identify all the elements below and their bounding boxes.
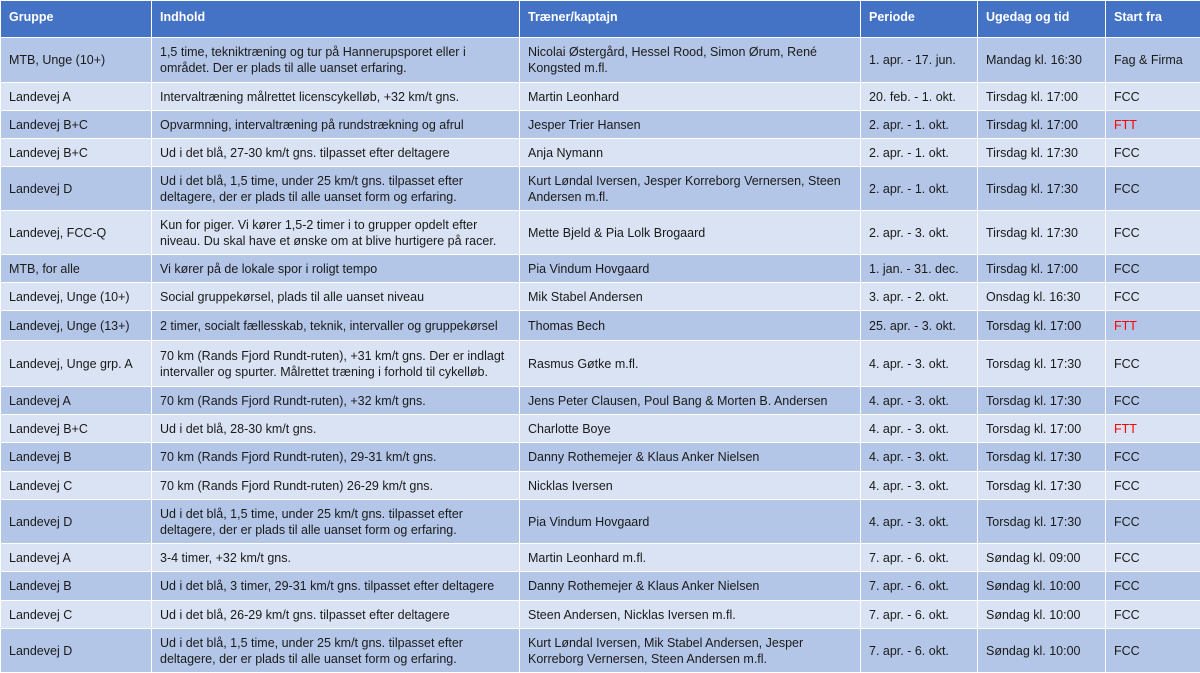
cell-start: FCC [1106,601,1200,629]
cell-tid: Søndag kl. 10:00 [978,629,1106,673]
cell-indhold: Intervaltræning målrettet licenscykelløb, +32 km/t gns. [152,83,520,111]
column-header-indhold: Indhold [152,1,520,38]
header-row [1,1,1200,38]
cell-tid: Torsdag kl. 17:00 [978,311,1106,341]
cell-indhold: 70 km (Rands Fjord Rundt-ruten) 26-29 km/t gns. [152,472,520,500]
cell-indhold: Ud i det blå, 1,5 time, under 25 km/t gns. tilpasset efter deltagere, der er plads til alle uanset form og erfaring. [152,500,520,544]
cell-tid: Tirsdag kl. 17:00 [978,83,1106,111]
cell-traener: Thomas Bech [520,311,861,341]
cell-indhold: Ud i det blå, 27-30 km/t gns. tilpasset efter deltagere [152,139,520,167]
cell-traener: Rasmus Gøtke m.fl. [520,341,861,387]
table-row [1,38,1200,83]
cell-tid: Tirsdag kl. 17:30 [978,211,1106,255]
cell-tid: Torsdag kl. 17:00 [978,415,1106,443]
cell-tid: Søndag kl. 10:00 [978,601,1106,629]
cell-traener: Danny Rothemejer & Klaus Anker Nielsen [520,443,861,472]
cell-tid: Torsdag kl. 17:30 [978,341,1106,387]
table-row [1,311,1200,341]
cell-traener: Jesper Trier Hansen [520,111,861,139]
column-header-traener: Træner/kaptajn [520,1,861,38]
cell-start: FCC [1106,283,1200,311]
table-row [1,572,1200,601]
cell-gruppe: Landevej, Unge (10+) [1,283,152,311]
cell-tid: Torsdag kl. 17:30 [978,500,1106,544]
cell-indhold: Ud i det blå, 3 timer, 29-31 km/t gns. tilpasset efter deltagere [152,572,520,601]
cell-traener: Pia Vindum Hovgaard [520,500,861,544]
cell-traener: Mik Stabel Andersen [520,283,861,311]
column-header-periode: Periode [861,1,978,38]
cell-periode: 4. apr. - 3. okt. [861,341,978,387]
cell-traener: Martin Leonhard [520,83,861,111]
table-body [1,38,1200,673]
cell-traener: Jens Peter Clausen, Poul Bang & Morten B. Andersen [520,387,861,415]
cell-indhold: 70 km (Rands Fjord Rundt-ruten), 29-31 km/t gns. [152,443,520,472]
cell-periode: 7. apr. - 6. okt. [861,629,978,673]
cell-gruppe: Landevej A [1,83,152,111]
table-row [1,255,1200,283]
cell-start: FCC [1106,255,1200,283]
cell-gruppe: Landevej D [1,167,152,211]
cell-periode: 3. apr. - 2. okt. [861,283,978,311]
table-row [1,111,1200,139]
cell-periode: 4. apr. - 3. okt. [861,500,978,544]
cell-traener: Kurt Løndal Iversen, Jesper Korreborg Vernersen, Steen Andersen m.fl. [520,167,861,211]
cell-indhold: Ud i det blå, 28-30 km/t gns. [152,415,520,443]
cell-indhold: 2 timer, socialt fællesskab, teknik, intervaller og gruppekørsel [152,311,520,341]
cell-indhold: Ud i det blå, 1,5 time, under 25 km/t gns. tilpasset efter deltagere, der er plads til alle uanset form og erfaring. [152,167,520,211]
cell-start: FCC [1106,472,1200,500]
cell-periode: 1. apr. - 17. jun. [861,38,978,83]
table-row [1,341,1200,387]
cell-traener: Mette Bjeld & Pia Lolk Brogaard [520,211,861,255]
cell-gruppe: Landevej B [1,443,152,472]
cell-indhold: Ud i det blå, 26-29 km/t gns. tilpasset efter deltagere [152,601,520,629]
cell-start: FCC [1106,544,1200,572]
cell-periode: 4. apr. - 3. okt. [861,387,978,415]
cell-traener: Anja Nymann [520,139,861,167]
cell-periode: 20. feb. - 1. okt. [861,83,978,111]
cell-indhold: Ud i det blå, 1,5 time, under 25 km/t gns. tilpasset efter deltagere, der er plads til alle uanset form og erfaring. [152,629,520,673]
column-header-tid: Ugedag og tid [978,1,1106,38]
cell-gruppe: MTB, for alle [1,255,152,283]
cell-indhold: Social gruppekørsel, plads til alle uanset niveau [152,283,520,311]
cell-tid: Torsdag kl. 17:30 [978,472,1106,500]
cell-gruppe: Landevej B [1,572,152,601]
cell-start: Fag & Firma [1106,38,1200,83]
cell-indhold: 70 km (Rands Fjord Rundt-ruten), +32 km/t gns. [152,387,520,415]
cell-traener: Martin Leonhard m.fl. [520,544,861,572]
cell-periode: 25. apr. - 3. okt. [861,311,978,341]
table-row [1,415,1200,443]
cell-start: FTT [1106,311,1200,341]
table-row [1,387,1200,415]
cell-start: FCC [1106,500,1200,544]
cell-periode: 2. apr. - 3. okt. [861,211,978,255]
cell-gruppe: Landevej B+C [1,139,152,167]
table-row [1,500,1200,544]
cell-periode: 1. jan. - 31. dec. [861,255,978,283]
cell-start: FCC [1106,629,1200,673]
cell-traener: Charlotte Boye [520,415,861,443]
cell-tid: Torsdag kl. 17:30 [978,443,1106,472]
cell-start: FTT [1106,111,1200,139]
cell-periode: 2. apr. - 1. okt. [861,111,978,139]
table-row [1,83,1200,111]
cell-indhold: Vi kører på de lokale spor i roligt tempo [152,255,520,283]
cell-indhold: 1,5 time, tekniktræning og tur på Hannerupsporet eller i området. Der er plads til alle uanset erfaring. [152,38,520,83]
cell-tid: Mandag kl. 16:30 [978,38,1106,83]
cell-indhold: 70 km (Rands Fjord Rundt-ruten), +31 km/t gns. Der er indlagt intervaller og spurter. Målrettet træning i forhold til cykelløb. [152,341,520,387]
cell-traener: Steen Andersen, Nicklas Iversen m.fl. [520,601,861,629]
table-row [1,629,1200,673]
cell-tid: Tirsdag kl. 17:00 [978,255,1106,283]
cell-gruppe: Landevej D [1,629,152,673]
cell-start: FCC [1106,572,1200,601]
column-header-start: Start fra [1106,1,1200,38]
cell-tid: Tirsdag kl. 17:00 [978,111,1106,139]
cell-traener: Nicklas Iversen [520,472,861,500]
cell-periode: 4. apr. - 3. okt. [861,415,978,443]
cell-gruppe: Landevej A [1,544,152,572]
table-row [1,472,1200,500]
cell-tid: Onsdag kl. 16:30 [978,283,1106,311]
cell-start: FCC [1106,139,1200,167]
cell-start: FCC [1106,443,1200,472]
cell-tid: Torsdag kl. 17:30 [978,387,1106,415]
cell-gruppe: MTB, Unge (10+) [1,38,152,83]
table-row [1,211,1200,255]
cell-gruppe: Landevej, FCC-Q [1,211,152,255]
cell-gruppe: Landevej D [1,500,152,544]
column-header-gruppe: Gruppe [1,1,152,38]
table-row [1,167,1200,211]
cell-periode: 2. apr. - 1. okt. [861,139,978,167]
cell-start: FTT [1106,415,1200,443]
table-row [1,601,1200,629]
cell-gruppe: Landevej B+C [1,111,152,139]
cell-start: FCC [1106,341,1200,387]
cell-periode: 7. apr. - 6. okt. [861,601,978,629]
cell-periode: 7. apr. - 6. okt. [861,572,978,601]
cell-start: FCC [1106,83,1200,111]
cell-periode: 2. apr. - 1. okt. [861,167,978,211]
cell-tid: Tirsdag kl. 17:30 [978,167,1106,211]
cell-tid: Tirsdag kl. 17:30 [978,139,1106,167]
cell-gruppe: Landevej, Unge (13+) [1,311,152,341]
cell-tid: Søndag kl. 10:00 [978,572,1106,601]
table-row [1,139,1200,167]
cell-start: FCC [1106,167,1200,211]
cell-gruppe: Landevej C [1,472,152,500]
cell-periode: 4. apr. - 3. okt. [861,443,978,472]
cell-traener: Pia Vindum Hovgaard [520,255,861,283]
table-row [1,544,1200,572]
cell-traener: Kurt Løndal Iversen, Mik Stabel Andersen, Jesper Korreborg Vernersen, Steen Andersen m.fl. [520,629,861,673]
cell-gruppe: Landevej B+C [1,415,152,443]
cell-periode: 4. apr. - 3. okt. [861,472,978,500]
table-row [1,443,1200,472]
cell-indhold: 3-4 timer, +32 km/t gns. [152,544,520,572]
table-row [1,283,1200,311]
cell-gruppe: Landevej A [1,387,152,415]
cell-traener: Nicolai Østergård, Hessel Rood, Simon Ørum, René Kongsted m.fl. [520,38,861,83]
cell-indhold: Opvarmning, intervaltræning på rundstrækning og afrul [152,111,520,139]
cell-gruppe: Landevej, Unge grp. A [1,341,152,387]
cell-gruppe: Landevej C [1,601,152,629]
cell-indhold: Kun for piger. Vi kører 1,5-2 timer i to grupper opdelt efter niveau. Du skal have et ønske om at blive hurtigere på racer. [152,211,520,255]
cell-tid: Søndag kl. 09:00 [978,544,1106,572]
cell-traener: Danny Rothemejer & Klaus Anker Nielsen [520,572,861,601]
cell-start: FCC [1106,211,1200,255]
cell-periode: 7. apr. - 6. okt. [861,544,978,572]
cell-start: FCC [1106,387,1200,415]
